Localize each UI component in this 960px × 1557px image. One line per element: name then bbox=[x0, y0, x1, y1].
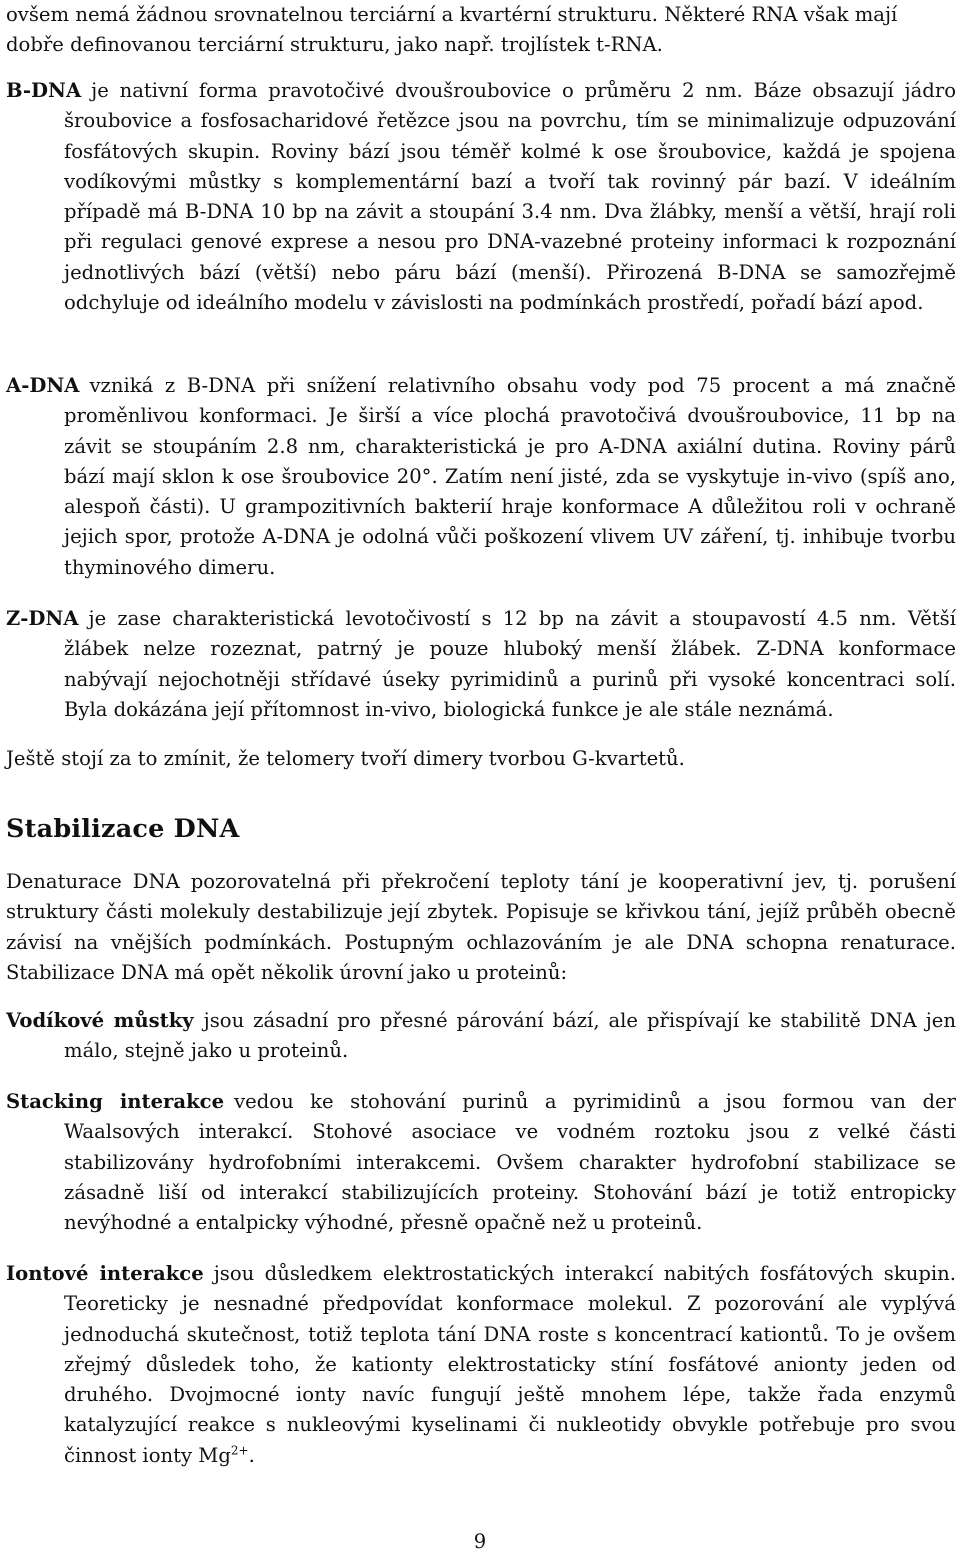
iontove-definition bbox=[6, 1259, 956, 1471]
section-intro-paragraph: Denaturace DNA pozorovatelná při překročení teploty tání je kooperativní jev, tj. porušení struktury části molekuly destabilizuje její zbytek. Popisuje se křivkou tání, jejíž průběh obecně závisí na vnějších podmínkách. Postupným ochlazováním je ale DNA schopna renaturace. Stabilizace DNA má opět několik úrovní jako u proteinů: bbox=[6, 870, 956, 984]
intro-line-2: dobře definovanou terciární strukturu, jako např. trojlístek t-RNA. bbox=[6, 33, 663, 57]
bdna-term: B-DNA bbox=[6, 79, 82, 102]
adna-text: vzniká z B-DNA při snížení relativního obsahu vody pod 75 procent a má značně proměnlivou konformaci. Je širší a více plochá pravotočivá dvoušroubovice, 11 bp na závit se stoupáním 2.8 nm, charakteristická je pro A-DNA axiální dutina. Roviny párů bází mají sklon k ose šroubovice 20°. Zatím není jisté, zda se vyskytuje in-vivo (spíš ano, alespoň části). U grampozitivních bakterií hraje konformace A důležitou roli v ochraně jejich spor, protože A-DNA je odolná vůči poškození vlivem UV záření, tj. inhibuje tvorbu thyminového dimeru. bbox=[64, 374, 956, 579]
page-number: 9 bbox=[473, 1530, 487, 1553]
telomery-paragraph: Ještě stojí za to zmínit, že telomery tvoří dimery tvorbou G-kvartetů. bbox=[6, 747, 685, 770]
vodikove-text: jsou zásadní pro přesné párování bází, ale přispívají ke stabilitě DNA jen málo, stejně jako u proteinů. bbox=[64, 1009, 956, 1063]
vodikove-term: Vodíkové můstky bbox=[6, 1009, 194, 1032]
intro-line-1: ovšem nemá žádnou srovnatelnou terciární a kvartérní strukturu. Některé RNA však mají bbox=[6, 3, 898, 26]
section-heading: Stabilizace DNA bbox=[6, 814, 240, 844]
zdna-definition bbox=[6, 604, 956, 725]
zdna-text: je zase charakteristická levotočivostí s 12 bp na závit a stoupavostí 4.5 nm. Větší žlábek nelze rozeznat, patrný je pouze hluboký menší žlábek. Z-DNA konformace nabývají nejochotněji střídavé úseky pyrimidinů a purinů při vysoké koncentraci solí. Byla dokázána její přítomnost in-vivo, biologická funkce je ale stále neznámá. bbox=[64, 607, 956, 721]
zdna-term: Z-DNA bbox=[6, 607, 79, 630]
iontove-end: . bbox=[248, 1443, 255, 1467]
bdna-definition bbox=[6, 76, 956, 318]
adna-definition bbox=[6, 371, 956, 583]
stacking-definition bbox=[6, 1087, 956, 1238]
iontove-term: Iontové interakce bbox=[6, 1262, 204, 1285]
vodikove-mustky-definition bbox=[6, 1006, 956, 1067]
mg-charge-superscript: 2+ bbox=[230, 1443, 249, 1458]
stacking-text: vedou ke stohování purinů a pyrimidinů a jsou formou van der Waalsových interakcí. Stohové asociace ve vodném roztoku jsou z velké části stabilizovány hydrofobními interakcemi. Ovšem charakter hydrofobní stabilizace se zásadně liší od interakcí stabilizujících proteiny. Stohování bází je totiž entropicky nevýhodné a entalpicky výhodné, přesně opačně než u proteinů. bbox=[64, 1090, 956, 1235]
iontove-text: jsou důsledkem elektrostatických interakcí nabitých fosfátových skupin. Teoreticky je nesnadné předpovídat konformace molekul. Z pozorování ale vyplývá jednoduchá skutečnost, totiž teplota tání DNA roste s koncentrací kationtů. To je ovšem zřejmý důsledek toho, že kationty elektrostaticky stíní fosfátové anionty jeden od druhého. Dvojmocné ionty navíc fungují ještě mnohem lépe, takže řada enzymů katalyzující reakce s nukleovými kyselinami či nukleotidy obvykle potřebuje pro svou činnost ionty Mg bbox=[64, 1262, 956, 1467]
adna-term: A-DNA bbox=[6, 374, 80, 397]
stacking-term: Stacking interakce bbox=[6, 1090, 225, 1113]
intro-paragraph bbox=[6, 0, 956, 61]
bdna-text: je nativní forma pravotočivé dvoušroubovice o průměru 2 nm. Báze obsazují jádro šroubovice a fosfosacharidové řetězce jsou na povrchu, tím se minimalizuje odpuzování fosfátových skupin. Roviny bází jsou téměř kolmé k ose šroubovice, každá je spojena vodíkovými můstky s komplementární bazí a tvoří tak rovinný pár bazí. V ideálním případě má B-DNA 10 bp na závit a stoupání 3.4 nm. Dva žlábky, menší a větší, hrají roli při regulaci genové exprese a nesou pro DNA-vazebné proteiny informaci k rozpoznání jednotlivých bází (větší) nebo páru bází (menší). Přirozená B-DNA se samozřejmě odchyluje od ideálního modelu v závislosti na podmínkách prostředí, pořadí bází apod. bbox=[64, 79, 956, 315]
